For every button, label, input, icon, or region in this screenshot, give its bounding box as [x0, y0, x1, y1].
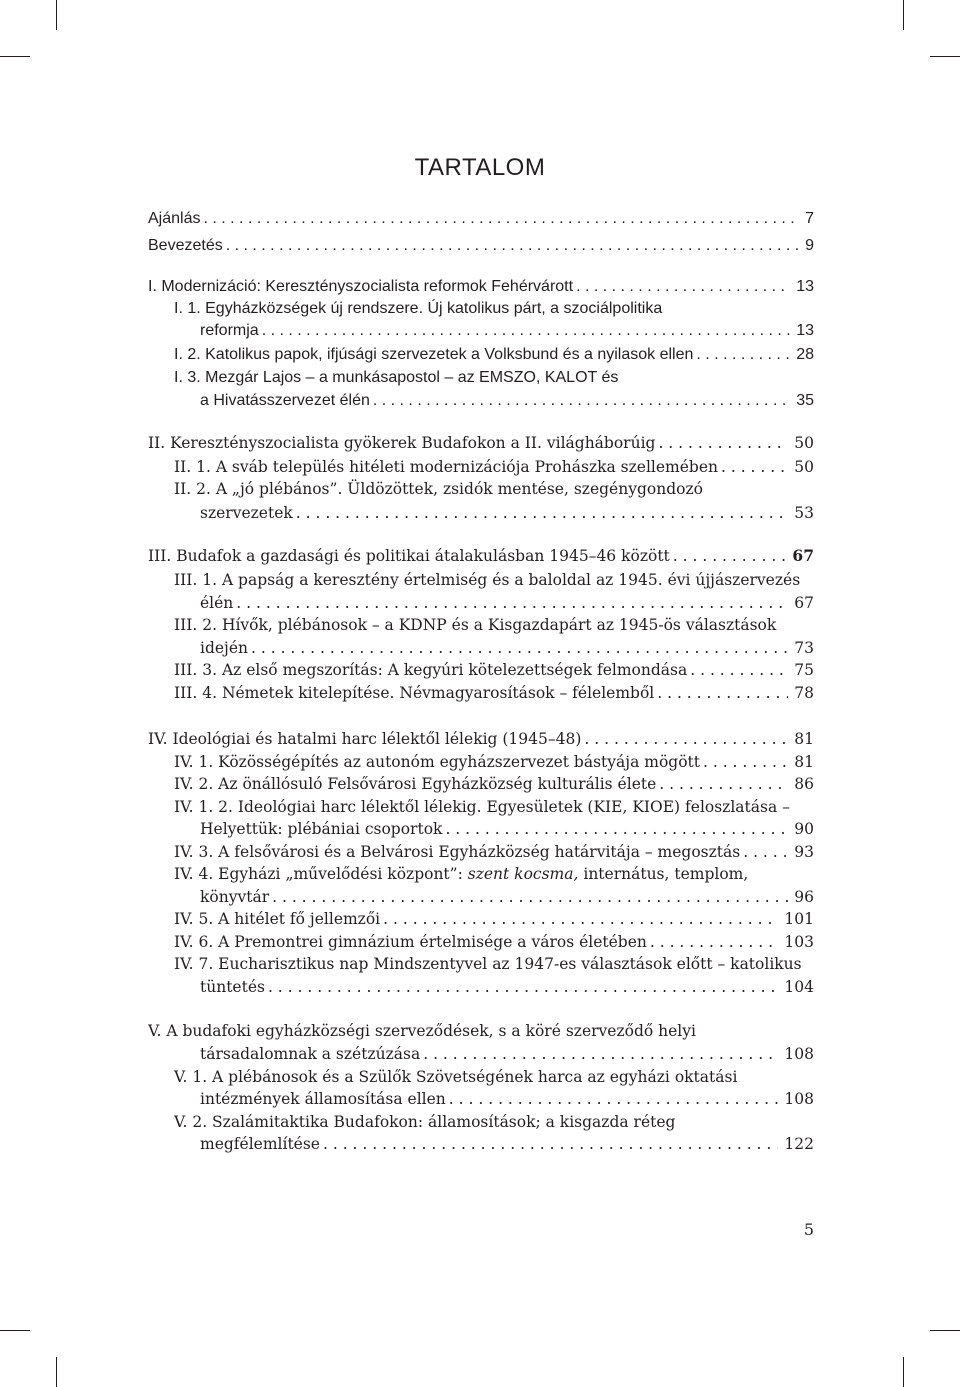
toc-entry[interactable]: IV. 7. Eucharisztikus nap Mindszentyvel az 1947-es választások előtt – katolikus	[174, 955, 802, 973]
toc-entry[interactable]: V. 1. A plébánosok és a Szülők Szövetségének harca az egyházi oktatási	[174, 1068, 738, 1086]
toc-entry[interactable]: Ajánlás . . . 7	[148, 208, 814, 230]
toc-entry[interactable]: I. Modernizáció: Keresztényszocialista reformok Fehérvárott . . . 13	[148, 276, 814, 298]
toc-entry[interactable]: IV. 6. A Premontrei gimnázium értelmisége a város életében . . . 103	[174, 931, 814, 953]
toc-entry[interactable]: III. Budafok a gazdasági és politikai átalakulásban 1945–46 között . . . 67	[148, 545, 814, 567]
toc-entry[interactable]: szervezetek . . . 53	[200, 502, 814, 524]
toc-entry[interactable]: III. 4. Németek kitelepítése. Névmagyarosítások – félelemből . . . 78	[174, 682, 814, 704]
toc-entry[interactable]: IV. 1. Közösségépítés az autonóm egyházszervezet bástyája mögött . . . 81	[174, 751, 814, 773]
crop-mark-tr-v	[903, 0, 904, 30]
toc-entry[interactable]: a Hivatásszervezet élén . . . 35	[200, 390, 814, 412]
toc-entry[interactable]: I. 2. Katolikus papok, ifjúsági szervezetek a Volksbund és a nyilasok ellen . . . 28	[174, 344, 814, 366]
toc-entry[interactable]: reformja . . . 13	[200, 320, 814, 342]
toc-entry[interactable]: megfélemlítése . . . 122	[200, 1133, 814, 1155]
toc-entry[interactable]: IV. 3. A felsővárosi és a Belvárosi Egyházközség határvitája – megosztás . . . 93	[174, 841, 814, 863]
toc-entry[interactable]: IV. 1. 2. Ideológiai harc lélektől lélekig. Egyesületek (KIE, KIOE) feloszlatása –	[174, 798, 790, 816]
toc-entry[interactable]: könyvtár . . . 96	[200, 886, 814, 908]
toc-entry[interactable]: intézmények államosítása ellen . . . 108	[200, 1088, 814, 1110]
crop-mark-tl-h	[0, 56, 30, 57]
crop-mark-br-v	[903, 1357, 904, 1387]
toc-entry[interactable]: IV. 5. A hitélet fő jellemzői . . . 101	[174, 908, 814, 930]
toc-entry[interactable]: Helyettük: plébániai csoportok . . . 90	[200, 818, 814, 840]
toc-entry[interactable]: IV. 4. Egyházi „művelődési központ”: szent kocsma, internátus, templom,	[174, 865, 749, 883]
toc-entry[interactable]: I. 1. Egyházközségek új rendszere. Új katolikus párt, a szociálpolitika	[174, 300, 663, 317]
toc-entry[interactable]: Bevezetés . . . 9	[148, 235, 814, 257]
toc-entry[interactable]: tüntetés . . . 104	[200, 976, 814, 998]
toc-entry[interactable]: élén . . . 67	[200, 592, 814, 614]
crop-mark-bl-v	[56, 1357, 57, 1387]
crop-mark-tr-h	[930, 56, 960, 57]
toc-entry[interactable]: II. Keresztényszocialista gyökerek Budafokon a II. világháborúig . . . 50	[148, 432, 814, 454]
toc-entry[interactable]: I. 3. Mezgár Lajos – a munkásapostol – az EMSZO, KALOT és	[174, 369, 619, 386]
toc-entry[interactable]: V. A budafoki egyházközségi szerveződések, s a köré szerveződő helyi	[148, 1022, 696, 1040]
crop-mark-br-h	[930, 1330, 960, 1331]
toc-entry[interactable]: III. 1. A papság a keresztény értelmiség és a baloldal az 1945. évi újjászervezés	[174, 571, 801, 589]
toc-entry[interactable]: idején . . . 73	[200, 637, 814, 659]
toc-entry[interactable]: IV. Ideológiai és hatalmi harc lélektől lélekig (1945–48) . . . 81	[148, 728, 814, 750]
toc-entry[interactable]: III. 2. Hívők, plébánosok – a KDNP és a Kisgazdapárt az 1945-ös választások	[174, 616, 777, 634]
toc-entry[interactable]: társadalomnak a szétzúzása . . . 108	[200, 1043, 814, 1065]
toc-entry[interactable]: II. 2. A „jó plébános”. Üldözöttek, zsidók mentése, szegénygondozó	[174, 480, 703, 498]
toc-entry[interactable]: V. 2. Szalámitaktika Budafokon: államosítások; a kisgazda réteg	[174, 1113, 676, 1131]
crop-mark-bl-h	[0, 1330, 30, 1331]
crop-mark-tl-v	[56, 0, 57, 30]
toc-entry[interactable]: IV. 2. Az önállósuló Felsővárosi Egyházközség kulturális élete . . . 86	[174, 773, 814, 795]
toc-entry[interactable]: II. 1. A sváb település hitéleti modernizációja Prohászka szellemében . . . 50	[174, 456, 814, 478]
toc-entry[interactable]: III. 3. Az első megszorítás: A kegyúri kötelezettségek felmondása . . . 75	[174, 659, 814, 681]
page-title: TARTALOM	[414, 154, 546, 181]
page-number: 5	[803, 1220, 814, 1239]
